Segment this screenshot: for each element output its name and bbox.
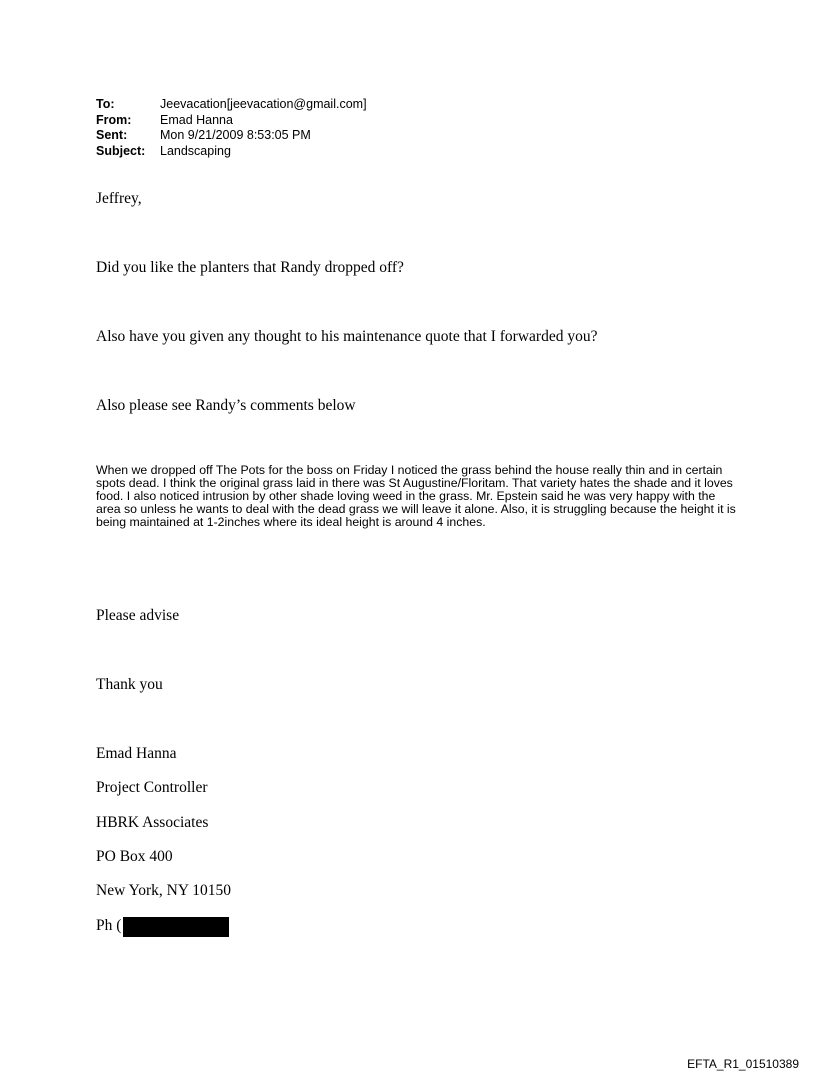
- subject-label: Subject:: [96, 143, 146, 158]
- sent-row: [96, 128, 367, 144]
- subject-value: Landscaping: [160, 143, 231, 158]
- signature-po-box: PO Box 400: [96, 848, 173, 865]
- document-id: EFTA_R1_01510389: [687, 1057, 799, 1071]
- sent-value: Mon 9/21/2009 8:53:05 PM: [160, 128, 311, 142]
- signature-company: HBRK Associates: [96, 814, 209, 831]
- signature-phone: [96, 916, 229, 936]
- from-label: From:: [96, 112, 132, 127]
- signature-city: New York, NY 10150: [96, 882, 232, 899]
- thank-you: Thank you: [96, 676, 163, 693]
- phone-prefix: Ph (: [96, 917, 122, 934]
- signature-name: Emad Hanna: [96, 745, 177, 762]
- email-header: [96, 97, 367, 159]
- randy-comments: When we dropped off The Pots for the boss on Friday I noticed the grass behind the house really thin and in certain spots dead. I think the original grass laid in there was St Augustine/Floritam. That variety hates the shade and it loves food. I also noticed intrusion by other shade loving weed in the grass. Mr. Epstein said he was very happy with the area so unless he wants to deal with the dead grass we will leave it alone. Also, it is struggling because the height it is being maintained at 1-2inches where its ideal height is around 4 inches.: [96, 463, 736, 529]
- please-advise: Please advise: [96, 607, 180, 624]
- question-planters: Did you like the planters that Randy dropped off?: [96, 259, 404, 276]
- question-quote: Also have you given any thought to his maintenance quote that I forwarded you?: [96, 328, 598, 345]
- to-row: [96, 97, 367, 113]
- see-comments: Also please see Randy’s comments below: [96, 397, 356, 414]
- redaction-block: [123, 917, 229, 937]
- greeting: Jeffrey,: [96, 190, 142, 207]
- sent-label: Sent:: [96, 128, 128, 142]
- from-value: Emad Hanna: [160, 112, 233, 127]
- signature-title: Project Controller: [96, 779, 208, 796]
- subject-row: [96, 144, 367, 160]
- from-row: [96, 113, 367, 129]
- to-label: To:: [96, 97, 115, 111]
- to-value: Jeevacation[jeevacation@gmail.com]: [160, 97, 367, 111]
